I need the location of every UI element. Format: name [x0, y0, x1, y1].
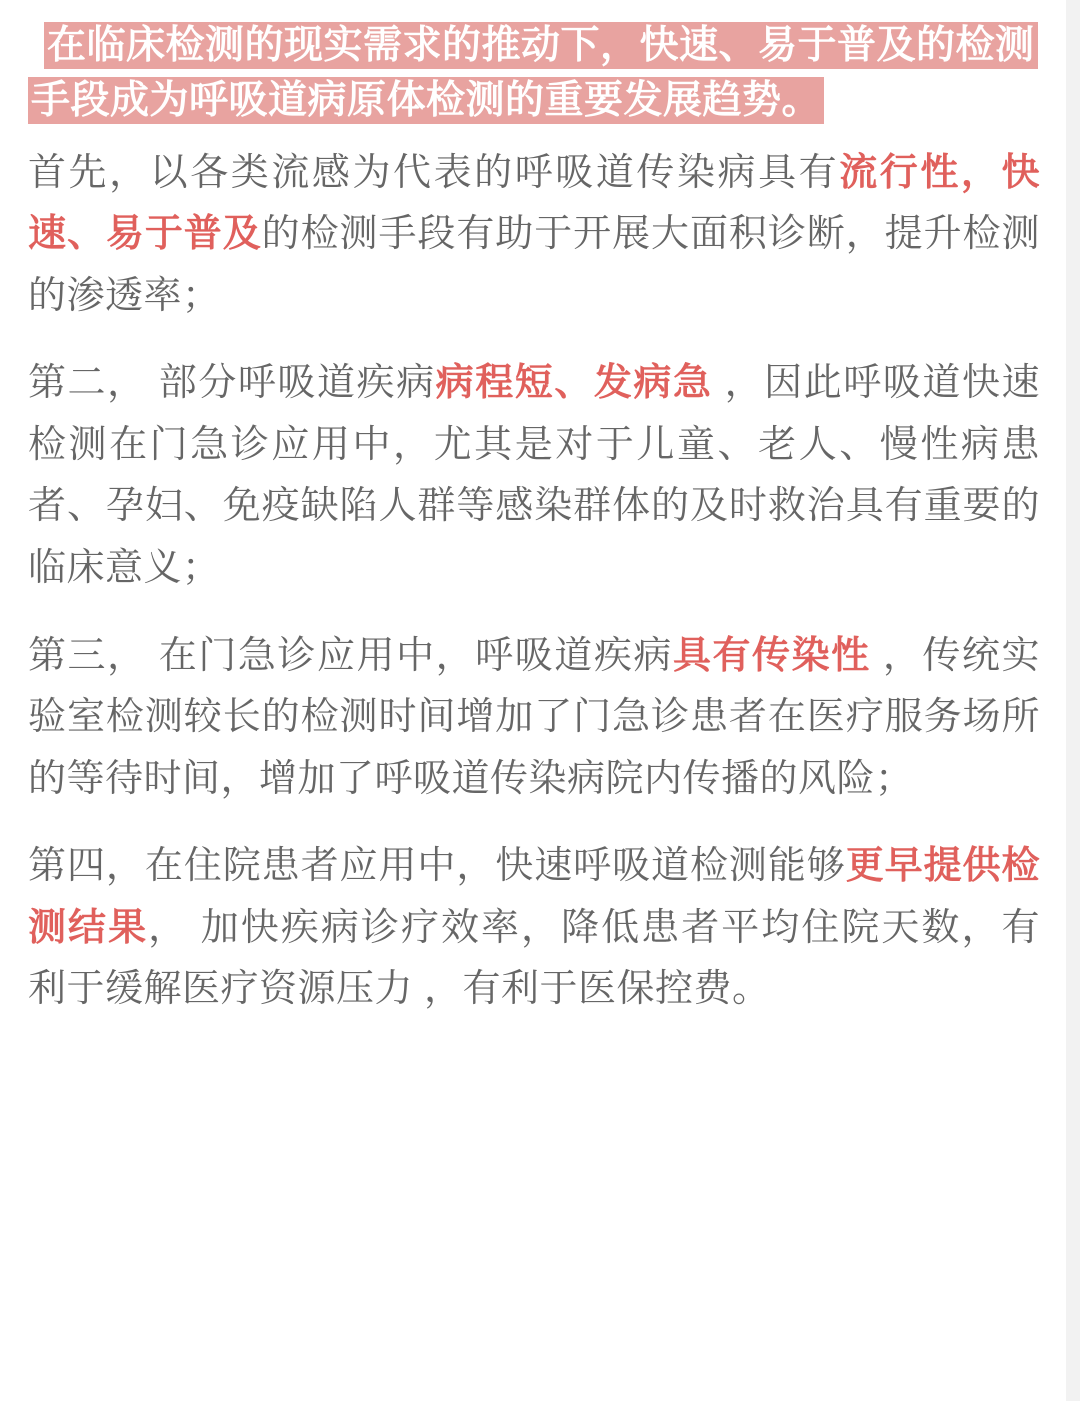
paragraph-4-segment-2: ， 加快疾病诊疗效率，降低患者平均住院天数，有利于缓解医疗资源压力 ，有利于医保控费。	[28, 906, 1040, 1011]
paragraph-1-emphasis-1: 流行性，快速、易于普及	[28, 151, 1040, 256]
paragraph-3	[28, 626, 1040, 811]
paragraph-3-emphasis-1: 具有传染性	[672, 634, 871, 677]
page-edge-strip	[1066, 0, 1080, 1401]
paragraph-2-segment-1: 第二， 部分呼吸道疾病	[28, 362, 436, 405]
title-marker-icon	[28, 28, 34, 62]
paragraph-1-segment-1: 首先，以各类流感为代表的呼吸道传染病具有	[28, 151, 840, 194]
paragraph-4-segment-1: 第四，在住院患者应用中，快速呼吸道检测能够	[28, 845, 846, 888]
paragraph-1	[28, 143, 1040, 328]
paragraph-2-segment-2: ，因此呼吸道快速检测在门急诊应用中，尤其是对于儿童、老人、慢性病患者、孕妇、免疫缺陷人群等感染群体的及时救治具有重要的临床意义；	[28, 362, 1040, 590]
paragraph-2-emphasis-1: 病程短、发病急	[435, 362, 713, 405]
paragraph-4-emphasis-1: 更早提供检测结果	[28, 845, 1040, 949]
paragraph-3-segment-1: 第三， 在门急诊应用中，呼吸道疾病	[28, 634, 673, 677]
page-title-text: 在临床检测的现实需求的推动下，快速、易于普及的检测手段成为呼吸道病原体检测的重要发展趋势。	[28, 22, 1038, 124]
page-title	[28, 18, 1040, 129]
paragraph-3-segment-2: ，传统实验室检测较长的检测时间增加了门急诊患者在医疗服务场所的等待时间，增加了呼吸道传染病院内传播的风险；	[28, 634, 1040, 800]
paragraph-1-segment-2: 的检测手段有助于开展大面积诊断，提升检测的渗透率；	[28, 213, 1040, 317]
paragraph-4	[28, 836, 1040, 1021]
paragraph-2	[28, 353, 1040, 599]
